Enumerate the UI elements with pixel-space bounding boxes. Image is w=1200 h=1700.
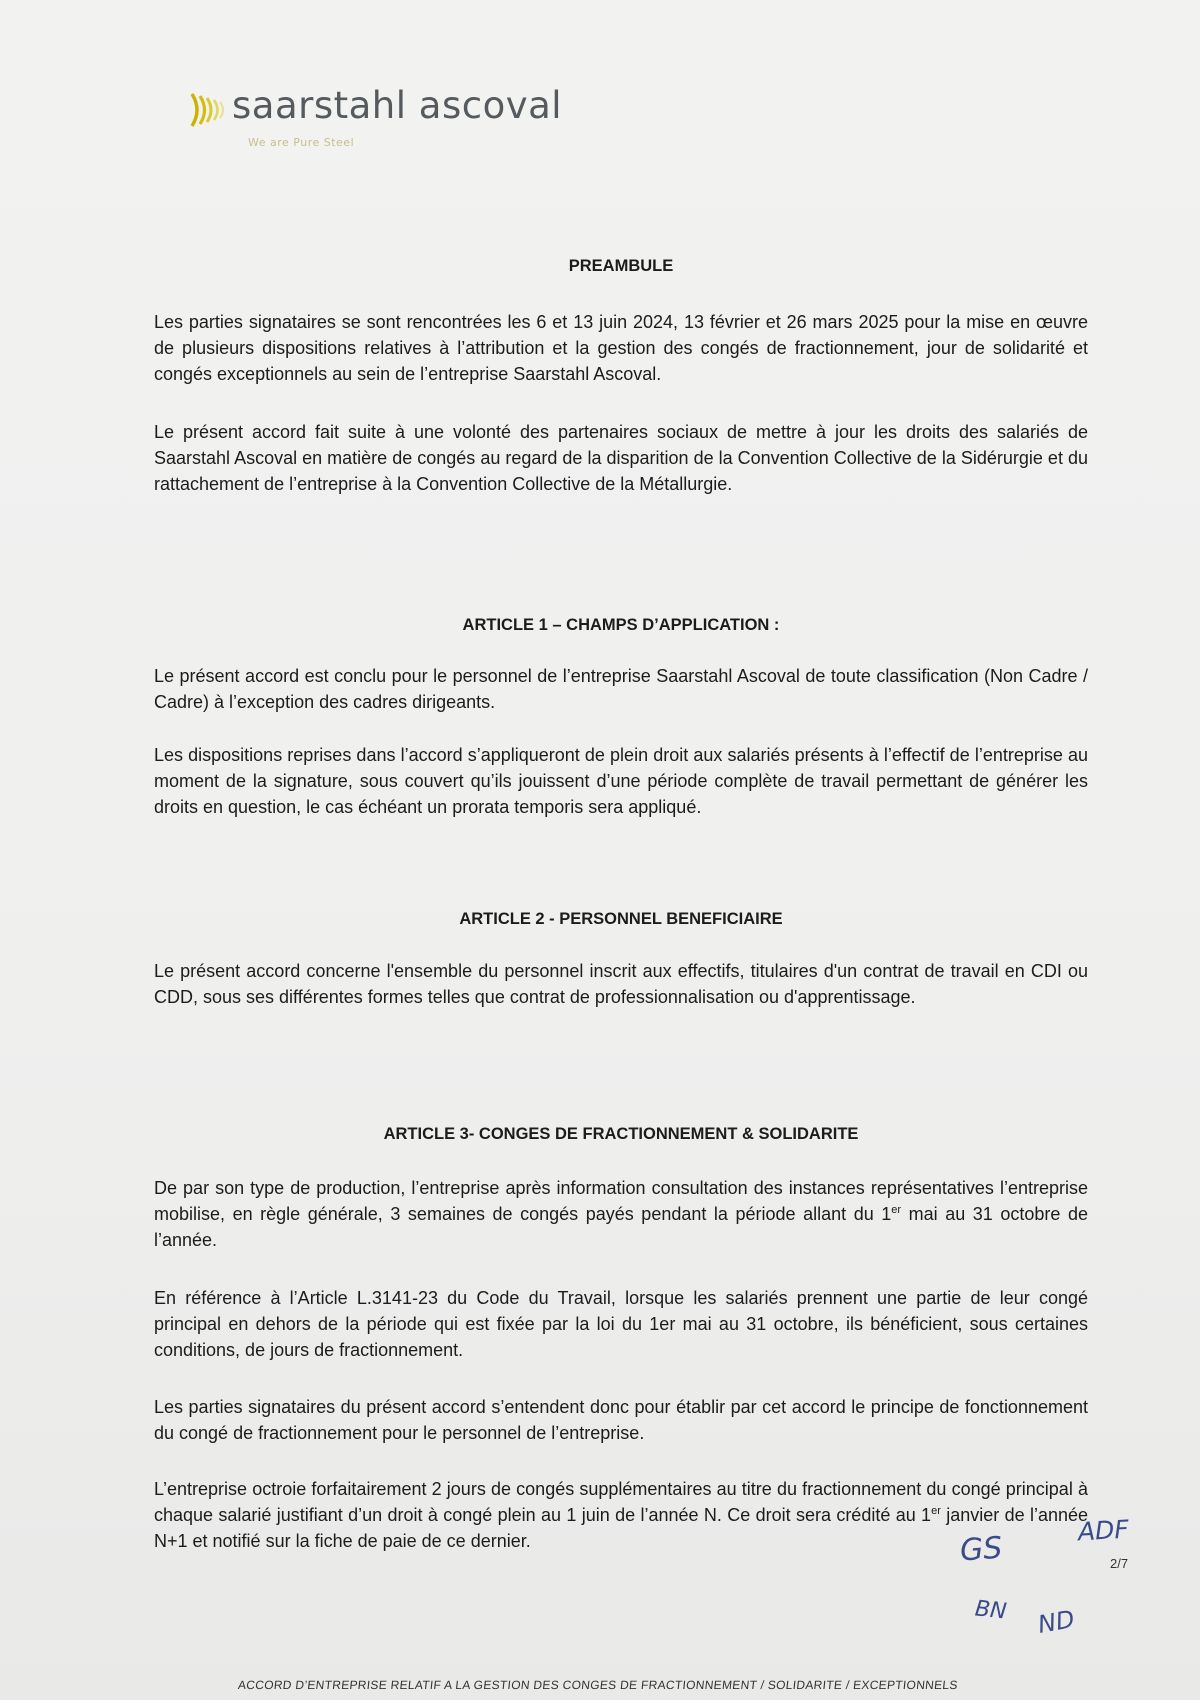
paragraph: Le présent accord concerne l'ensemble du personnel inscrit aux effectifs, titulaires d'un contrat de travail en CDI ou CDD, sous ses différentes formes telles que contrat de professionnalisation ou d'apprentissage. [154,961,1088,1007]
logo-name: saarstahl ascoval [232,84,563,127]
section-title: ARTICLE 2 - PERSONNEL BENEFICIAIRE [459,910,783,928]
article-1-paragraph-2-wrap [154,742,1088,820]
logo-tagline: We are Pure Steel [248,136,355,149]
superscript: er [931,1505,941,1517]
article-1-paragraph-1-wrap [154,663,1088,715]
handwritten-initials-gs: GS [958,1530,1004,1569]
page-number: 2/7 [1110,1556,1129,1571]
text-run: mai au 31 octobre de l’année. [154,1204,1088,1250]
article-3-paragraph-3-wrap [154,1394,1088,1446]
article-3-paragraph-2-wrap [154,1285,1088,1363]
article-3-paragraph-1-wrap [154,1175,1088,1253]
superscript: er [891,1204,902,1216]
section-title: PREAMBULE [568,257,674,275]
handwritten-initials-adf: ADF [1077,1514,1130,1547]
text-run: L’entreprise octroie forfaitairement 2 jours de congés supplémentaires au titre du fractionnement du congé principal à chaque salarié justifiant d’un droit à congé plein au 1 juin de l’année N. Ce droit sera crédité au 1 [154,1479,1088,1525]
paragraph: Le présent accord est conclu pour le personnel de l’entreprise Saarstahl Ascoval de toute classification (Non Cadre / Cadre) à l’exception des cadres dirigeants. [154,666,1088,712]
text-run: janvier de l’année N+1 et notifié sur la fiche de paie de ce dernier. [154,1505,1088,1551]
logo-arcs-icon [188,90,232,130]
paragraph: Les parties signataires se sont rencontrées les 6 et 13 juin 2024, 13 février et 26 mars 2025 pour la mise en œuvre de plusieurs dispositions relatives à l’attribution et la gestion des congés de fractionnement, jour de solidarité et congés exceptionnels au sein de l’entreprise Saarstahl Ascoval. [154,312,1088,384]
paragraph: Le présent accord fait suite à une volonté des partenaires sociaux de mettre à jour les droits des salariés de Saarstahl Ascoval en matière de congés au regard de la disparition de la Convention Collective de la Sidérurgie et du rattachement de l’entreprise à la Convention Collective de la Métallurgie. [154,422,1088,494]
preambule-paragraph-2-wrap [154,419,1088,497]
section-article-1 [154,614,1088,636]
article-3-paragraph-4-wrap [154,1476,1088,1554]
section-title: ARTICLE 3- CONGES DE FRACTIONNEMENT & SOLIDARITE [383,1125,859,1143]
article-2-paragraph-1-wrap [154,958,1088,1010]
section-article-3 [154,1123,1088,1145]
paragraph: Les dispositions reprises dans l’accord s’appliqueront de plein droit aux salariés présents à l’effectif de l’entreprise au moment de la signature, sous couvert qu’ils jouissent d’une période complète de travail permettant de générer les droits en question, le cas échéant un prorata temporis sera appliqué. [154,745,1088,817]
section-preambule [154,255,1088,277]
section-article-2 [154,908,1088,930]
paragraph: En référence à l’Article L.3141-23 du Code du Travail, lorsque les salariés prennent une partie de leur congé principal en dehors de la période qui est fixée par la loi du 1er mai au 31 octobre, ils bénéficient, sous certaines conditions, de jours de fractionnement. [154,1288,1088,1360]
company-logo [188,80,608,160]
handwritten-initials-nd: ND [1035,1605,1077,1639]
paragraph [154,1175,1088,1253]
text-run: De par son type de production, l’entreprise après information consultation des instances représentatives l’entreprise mobilise, en règle générale, 3 semaines de congés payés pendant la période allant du 1 [154,1178,1088,1224]
paragraph: Les parties signataires du présent accord s’entendent donc pour établir par cet accord le principe de fonctionnement du congé de fractionnement pour le personnel de l’entreprise. [154,1397,1088,1443]
section-title: ARTICLE 1 – CHAMPS D’APPLICATION : [462,616,780,634]
handwritten-initials-bn: BN [973,1596,1008,1625]
page-footer: ACCORD D’ENTREPRISE RELATIF A LA GESTION DES CONGES DE FRACTIONNEMENT / SOLIDARITE / EXCEPTIONNELS [237,1678,959,1692]
paragraph [154,1476,1088,1554]
preambule-paragraph-1-wrap [154,309,1088,387]
